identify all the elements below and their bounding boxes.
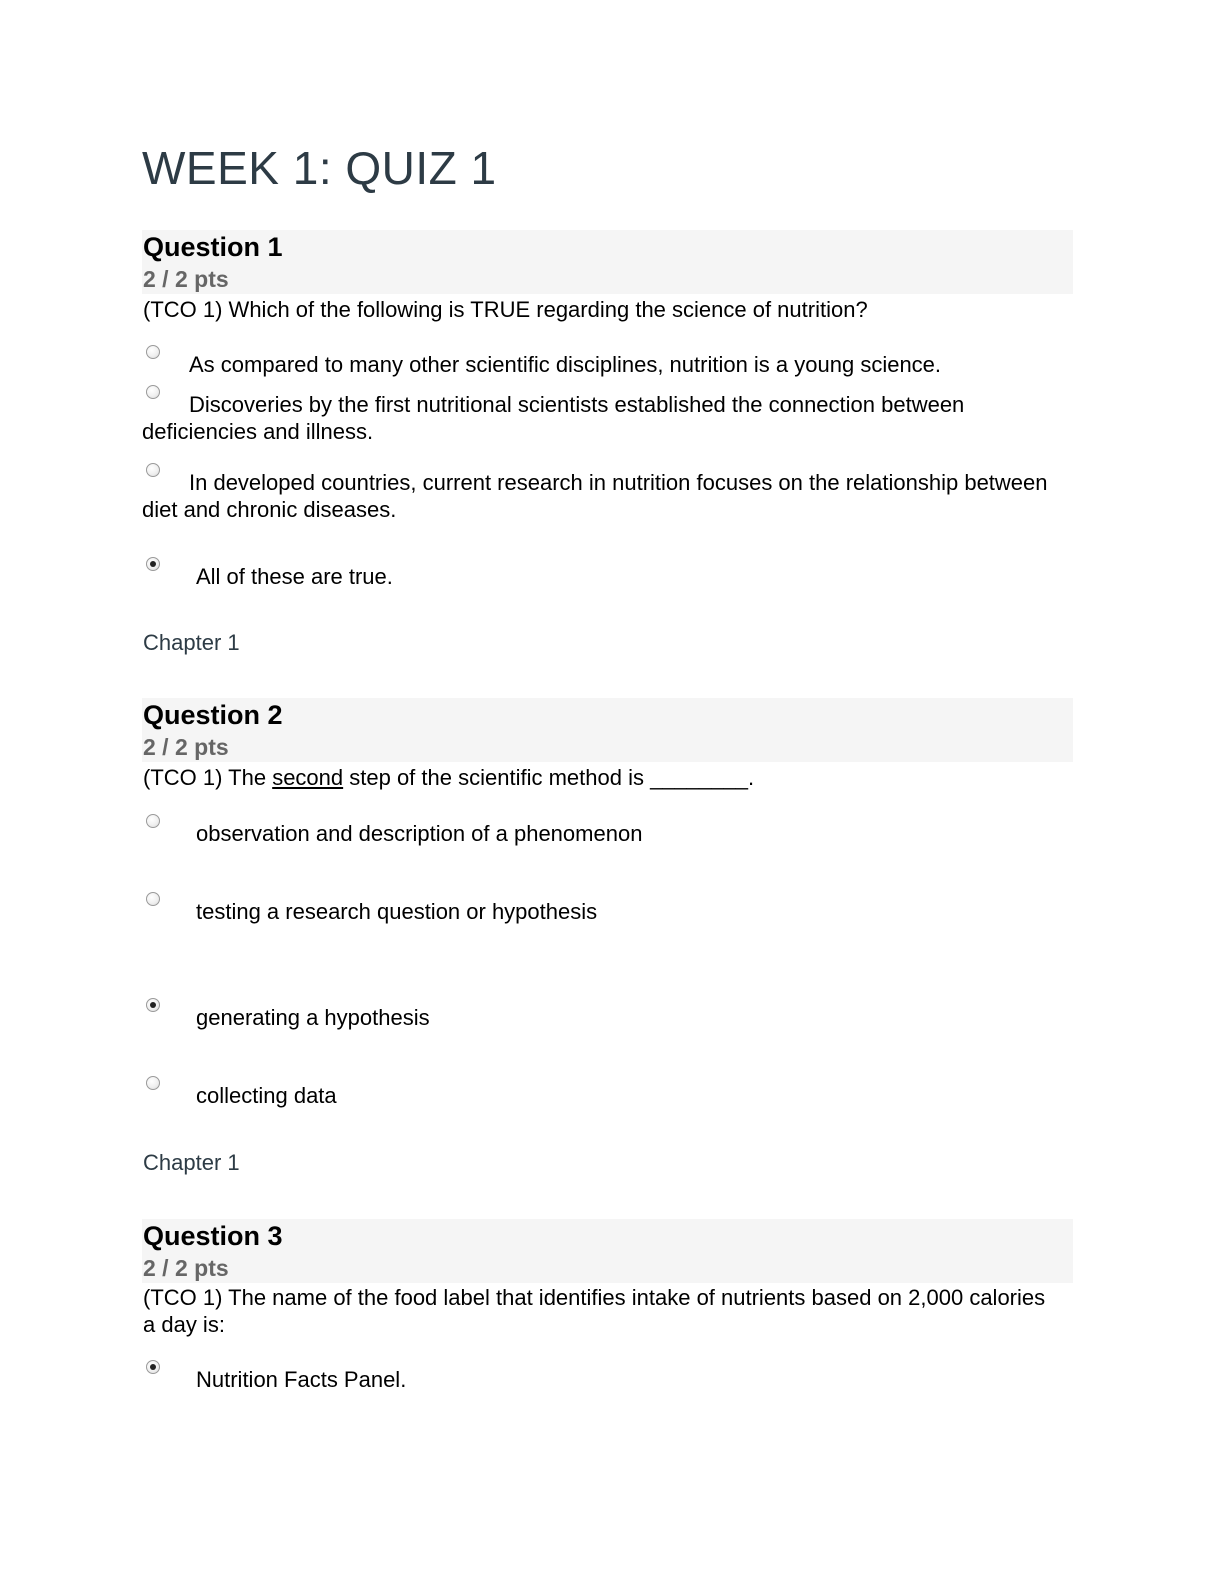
answer-option-selected[interactable] [142,1004,1062,1031]
question-points: 2 / 2 pts [143,266,229,292]
answer-option[interactable] [142,469,1062,523]
question-header [142,698,1073,762]
question-text-underlined: second [272,765,344,790]
answer-label: In developed countries, current research in nutrition focuses on the relationship between diet and chronic diseases. [142,470,1048,522]
radio-button[interactable] [146,814,160,828]
question-header [142,1219,1073,1283]
answer-label: All of these are true. [196,564,393,589]
radio-button[interactable] [146,1076,160,1090]
answer-label: As compared to many other scientific disciplines, nutrition is a young science. [189,352,942,377]
question-text: (TCO 1) Which of the following is TRUE regarding the science of nutrition? [143,297,868,322]
question-3 [142,1219,1073,1392]
radio-button-selected[interactable] [146,1360,160,1374]
question-text-start: (TCO 1) The [143,765,273,790]
question-title: Question 2 [143,700,283,730]
answer-option[interactable] [142,820,1062,847]
answer-option[interactable] [142,351,1062,378]
chapter-reference: Chapter 1 [143,630,240,655]
question-header [142,230,1073,294]
question-text: (TCO 1) The name of the food label that identifies intake of nutrients based on 2,000 calories a day is: [143,1285,1046,1337]
question-title: Question 1 [143,232,283,262]
answer-label: Nutrition Facts Panel. [196,1367,407,1392]
radio-button[interactable] [146,385,160,399]
question-points: 2 / 2 pts [143,1255,229,1281]
question-1 [142,230,1073,655]
answer-label: testing a research question or hypothesis [196,899,598,924]
radio-button[interactable] [146,463,160,477]
answer-option-selected[interactable] [142,1366,1062,1393]
radio-button[interactable] [146,892,160,906]
question-text-end: step of the scientific method is ________. [343,765,755,790]
question-title: Question 3 [143,1221,283,1251]
chapter-reference: Chapter 1 [143,1150,240,1175]
answer-option[interactable] [142,1082,1062,1109]
answer-option-selected[interactable] [142,563,1062,590]
question-points: 2 / 2 pts [143,734,229,760]
answer-label: collecting data [196,1083,337,1108]
answer-option[interactable] [142,898,1062,925]
answer-label: Discoveries by the first nutritional scientists established the connection between deficiencies and illness. [142,392,965,444]
page-title: WEEK 1: QUIZ 1 [142,142,497,194]
radio-button-selected[interactable] [146,998,160,1012]
answer-label: observation and description of a phenomenon [196,821,643,846]
question-text [143,764,1063,791]
answer-option[interactable] [142,391,1062,445]
question-2 [142,698,1073,1175]
radio-button-selected[interactable] [146,557,160,571]
radio-button[interactable] [146,345,160,359]
answer-label: generating a hypothesis [196,1005,430,1030]
